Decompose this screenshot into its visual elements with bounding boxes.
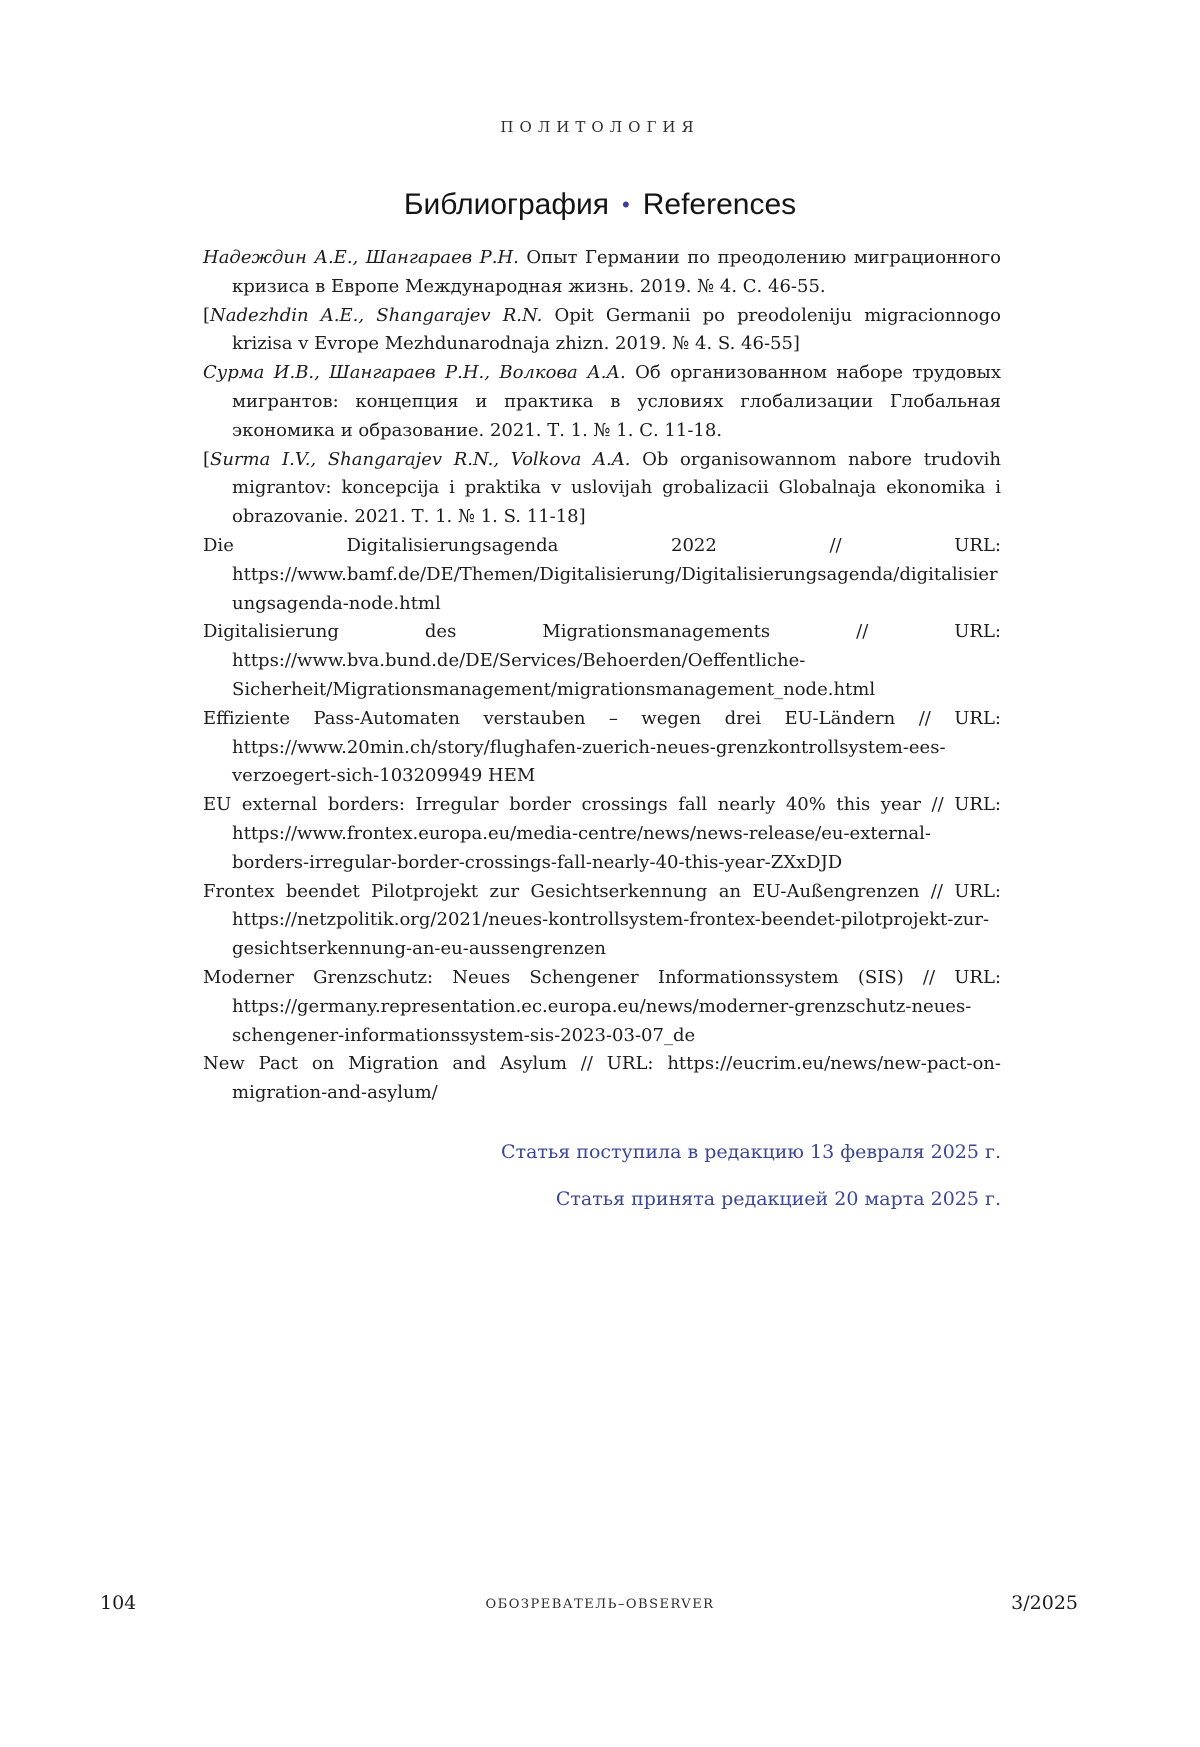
reference-entry [203, 244, 1001, 302]
reference-entry [203, 532, 1001, 618]
article-dates [203, 1138, 1001, 1213]
reference-text: Ob organisowannom nabore trudovih migrantov: koncepcija i praktika v uslovijah grobalizacii Globalnaja ekonomika i obrazovanie. 2021. Т. 1. № 1. S. 11-18] [232, 448, 1001, 528]
reference-text: [ [203, 304, 211, 326]
footer-journal-title: ОБОЗРЕВАТЕЛЬ–OBSERVER [485, 1597, 715, 1612]
reference-text: Frontex beendet Pilotprojekt zur Gesichtserkennung an EU-Außengrenzen // URL: https://netzpolitik.org/2021/neues-kontrollsystem-frontex-beendet-pilotprojekt-zur-gesichtserkennung-an-eu-aussengrenzen [203, 880, 1001, 960]
reference-entry [203, 618, 1001, 704]
reference-entry [203, 359, 1001, 445]
reference-authors: Сурма И.В., Шангараев Р.Н., Волкова А.А. [203, 362, 626, 384]
reference-entry [203, 1050, 1001, 1108]
page-title-ru: Библиография [403, 188, 610, 221]
reference-text: Опыт Германии по преодолению миграционного кризиса в Европе Международная жизнь. 2019. № 4. С. 46-55. [232, 247, 1001, 297]
reference-entry [203, 791, 1001, 877]
reference-text: Opit Germanii po preodoleniju migracionnogo krizisa v Evrope Mezhdunarodnaja zhizn. 2019. № 4. S. 46-55] [232, 304, 1001, 355]
date-received: Статья поступила в редакцию 13 февраля 2025 г. [501, 1140, 1001, 1163]
reference-authors: Nadezhdin A.E., Shangarajev R.N. [210, 304, 543, 326]
reference-text: Об организованном наборе трудовых мигрантов: концепция и практика в условиях глобализации Глобальная экономика и образование. 2021. Т. 1. № 1. С. 11-18. [232, 362, 1001, 441]
reference-entry [203, 302, 1001, 360]
page-title [0, 188, 1200, 222]
reference-text: Die Digitalisierungsagenda 2022 // URL: https://www.bamf.de/DE/Themen/Digitalisierung/Digitalisierungsagenda/digitalisierungsagenda-node.html [203, 534, 1001, 614]
reference-text: Digitalisierung des Migrationsmanagements // URL: https://www.bva.bund.de/DE/Services/Behoerden/Oeffentliche-Sicherheit/Migrationsmanagement/migrationsmanagement_node.html [203, 621, 1001, 700]
title-bullet-icon: • [622, 192, 630, 217]
references-list [203, 244, 1001, 1232]
footer-issue: 3/2025 [1011, 1592, 1078, 1614]
reference-entry [203, 705, 1001, 791]
reference-entry [203, 446, 1001, 532]
section-header: ПОЛИТОЛОГИЯ [500, 118, 700, 136]
reference-text: Moderner Grenzschutz: Neues Schengener Informationssystem (SIS) // URL: https://germany.representation.ec.europa.eu/news/moderner-grenzschutz-neues-schengener-informationssystem-sis-2023-03-07_de [203, 966, 1001, 1046]
reference-entry [203, 964, 1001, 1050]
reference-authors: Surma I.V., Shangarajev R.N., Volkova A.A. [210, 448, 631, 470]
reference-text: Effiziente Pass-Automaten verstauben – wegen drei EU-Ländern // URL: https://www.20min.ch/story/flughafen-zuerich-neues-grenzkontrollsystem-ees-verzoegert-sich-103209949 HEM [203, 707, 1001, 787]
date-accepted: Статья принята редакцией 20 марта 2025 г. [555, 1187, 1001, 1210]
footer-page-number: 104 [100, 1592, 137, 1614]
reference-text: EU external borders: Irregular border crossings fall nearly 40% this year // URL: https://www.frontex.europa.eu/media-centre/news/news-release/eu-external-borders-irregular-border-crossings-fall-nearly-40-this-year-ZXxDJD [203, 794, 1001, 873]
reference-authors: Надеждин А.Е., Шангараев Р.Н. [203, 247, 519, 268]
reference-entry [203, 878, 1001, 964]
reference-text: New Pact on Migration and Asylum // URL: https://eucrim.eu/news/new-pact-on-migration-and-asylum/ [203, 1053, 1001, 1104]
page-title-en: References [642, 188, 797, 221]
reference-text: [ [203, 448, 211, 470]
